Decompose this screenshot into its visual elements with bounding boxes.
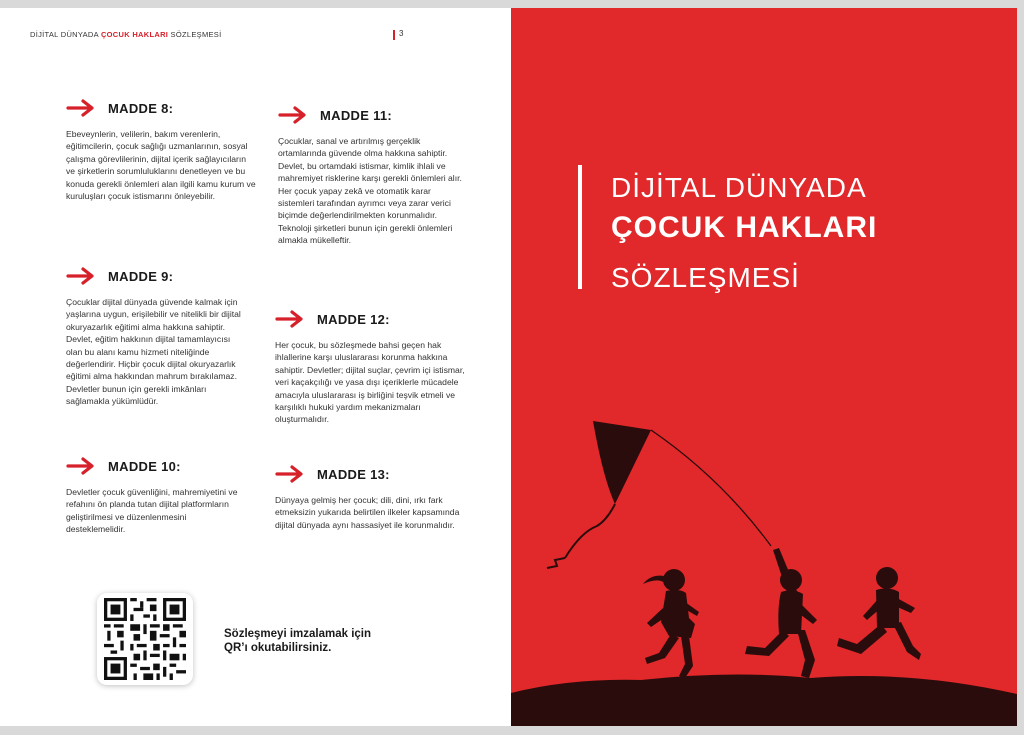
header-title-highlight: ÇOCUK HAKLARI — [100, 30, 169, 39]
left-page — [0, 8, 511, 726]
page-header — [30, 30, 222, 39]
article-12 — [275, 309, 465, 426]
article-text: Her çocuk, bu sözleşmede bahsi geçen hak ihlallerine karşı uluslararası korunma hakkına sahiptir. Devletler; dijital suçlar, çevrim içi istismar, veri kaçakçılığı ve yasa dışı içeriklerle mücadele amacıyla uluslararası iş birliğini teşvik etmeli ve karşılıklı hukuki yardım mekanizmaları oluşturmalıdır. — [275, 340, 465, 425]
header-title-suffix: SÖZLEŞMESİ — [168, 30, 222, 39]
hill — [511, 674, 1017, 726]
arrow-right-icon — [66, 98, 96, 118]
article-title: MADDE 8: — [108, 100, 174, 116]
arrow-right-icon — [66, 266, 96, 286]
cover-title-line1: DİJİTAL DÜNYADA — [611, 172, 867, 203]
cover-page — [511, 8, 1017, 726]
article-9 — [66, 266, 246, 408]
article-text: Ebeveynlerin, velilerin, bakım verenlerin, eğitimcilerin, çocuk sağlığı uzmanlarının, sosyal çalışma görevlilerinin, dijital içerik sağlayıcıların ve şirketlerin sorumluluklarını denetleyen ve bu konuda gerekli önlemleri alan ilgili kamu kurum ve kuruluşları çocuk istismarını önleyebilir. — [66, 129, 256, 202]
header-title-prefix: DİJİTAL DÜNYADA — [30, 30, 101, 39]
arrow-right-icon — [275, 464, 305, 484]
article-title: MADDE 10: — [108, 458, 181, 474]
article-title: MADDE 9: — [108, 268, 174, 284]
cover-title-line3: SÖZLEŞMESİ — [611, 262, 800, 293]
article-title: MADDE 13: — [317, 466, 390, 482]
kite-icon — [593, 421, 651, 504]
title-accent-bar — [578, 165, 582, 289]
arrow-right-icon — [278, 105, 308, 125]
children-silhouettes — [643, 548, 921, 678]
children-kite-illustration — [511, 408, 1017, 726]
article-13 — [275, 464, 470, 531]
article-11 — [278, 105, 463, 247]
qr-code-icon — [104, 598, 186, 680]
article-text: Devletler çocuk güvenliğini, mahremiyetini ve refahını ön planda tutan dijital platformların geliştirilmesi ve düzenlenmesini desteklemelidir. — [66, 487, 238, 535]
article-text: Dünyaya gelmiş her çocuk; dili, dini, ırkı fark etmeksizin yukarıda belirtilen ilkeler kapsamında dijital dünyada aynı hassasiyet ile korunmalıdır. — [275, 495, 460, 530]
child-runner-silhouette — [837, 567, 921, 660]
arrow-right-icon — [275, 309, 305, 329]
page-number: 3 — [399, 29, 404, 38]
article-8 — [66, 98, 256, 202]
page-number-bar — [393, 30, 395, 40]
arrow-right-icon — [66, 456, 96, 476]
qr-caption: Sözleşmeyi imzalamak için QR’ı okutabilirsiniz. — [224, 628, 372, 654]
child-girl-silhouette — [643, 569, 699, 678]
article-title: MADDE 12: — [317, 311, 390, 327]
child-boy-silhouette — [745, 548, 817, 678]
article-10 — [66, 456, 241, 536]
article-text: Çocuklar, sanal ve artırılmış gerçeklik ortamlarında güvende olma hakkına sahiptir. Devlet, bu ortamdaki istismar, kimlik ihlali ve mahremiyet risklerine karşı gerekli önlemleri alır. Her çocuk yapay zekâ ve otomatik karar sistemleri tarafından ayrımcı veya zarar verici biçimde değerlendirilmekten korunmalıdır. Teknoloji şirketleri bunun için gerekli önlemleri almakla mükelleftir. — [278, 136, 462, 246]
cover-title-line2: ÇOCUK HAKLARI — [611, 211, 878, 244]
article-title: MADDE 11: — [320, 107, 393, 123]
qr-code[interactable] — [97, 593, 193, 685]
article-text: Çocuklar dijital dünyada güvende kalmak için yaşlarına uygun, erişilebilir ve nitelikli bir dijital okuryazarlık eğitimi alma hakkına sahiptir. Devlet, eğitim hakkının dijital tamamlayıcısı olan bu alanı kamu hizmeti niteliğinde değerlendirir. Hiçbir çocuk dijital okuryazarlık eğitimi alma hakkından mahrum bırakılamaz. Devletler bunun için gerekli imkânları sağlamakla yükümlüdür. — [66, 297, 241, 407]
